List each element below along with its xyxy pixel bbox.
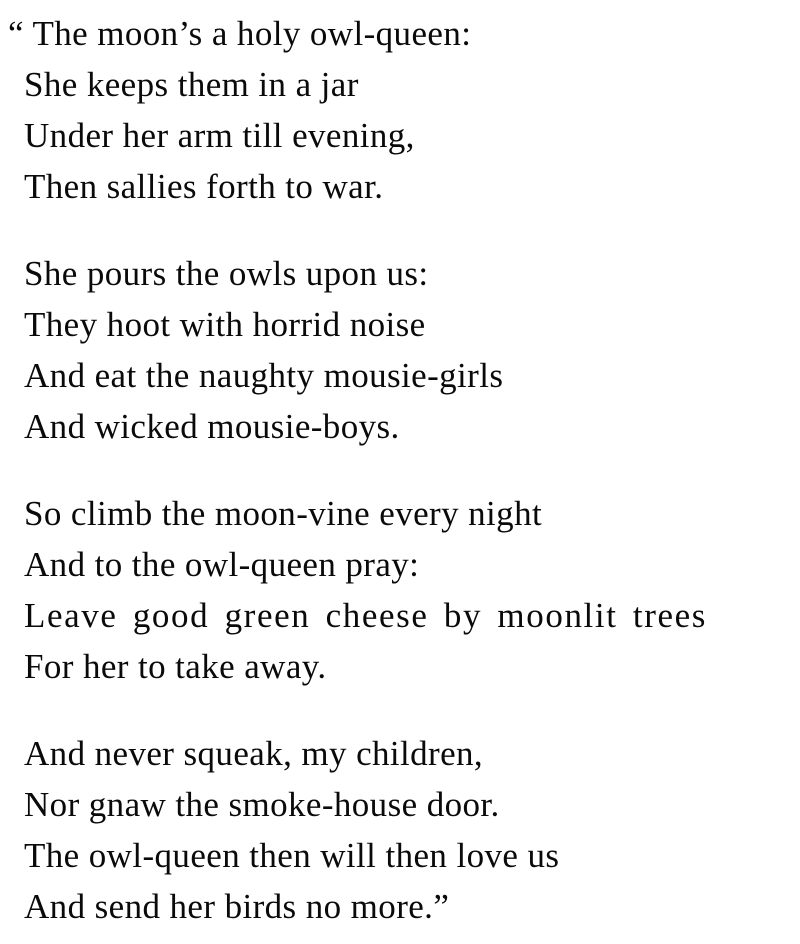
poem-line: Nor gnaw the smoke-house door. <box>24 785 500 824</box>
poem-line: “ The moon’s a holy owl-queen: <box>8 14 472 53</box>
stanza <box>24 488 790 692</box>
poem-line: And send her birds no more.” <box>24 887 450 926</box>
poem-line: So climb the moon-vine every night <box>24 494 543 533</box>
poem-line: And to the owl-queen pray: <box>24 545 420 584</box>
poem-line: Then sallies forth to war. <box>24 167 384 206</box>
stanza <box>24 728 790 932</box>
stanza <box>24 248 790 452</box>
poem-line: She pours the owls upon us: <box>24 254 429 293</box>
poem-line: The owl-queen then will then love us <box>24 836 560 875</box>
poem-line: For her to take away. <box>24 647 327 686</box>
poem-line: She keeps them in a jar <box>24 65 359 104</box>
poem-line: And eat the naughty mousie-girls <box>24 356 504 395</box>
poem-line: And wicked mousie-boys. <box>24 407 400 446</box>
poem-body <box>8 8 790 932</box>
poem-line: They hoot with horrid noise <box>24 305 426 344</box>
poem-line: And never squeak, my children, <box>24 734 484 773</box>
poem-line: Leave good green cheese by moonlit trees <box>24 596 707 635</box>
stanza <box>8 8 790 212</box>
poem-line: Under her arm till evening, <box>24 116 415 155</box>
